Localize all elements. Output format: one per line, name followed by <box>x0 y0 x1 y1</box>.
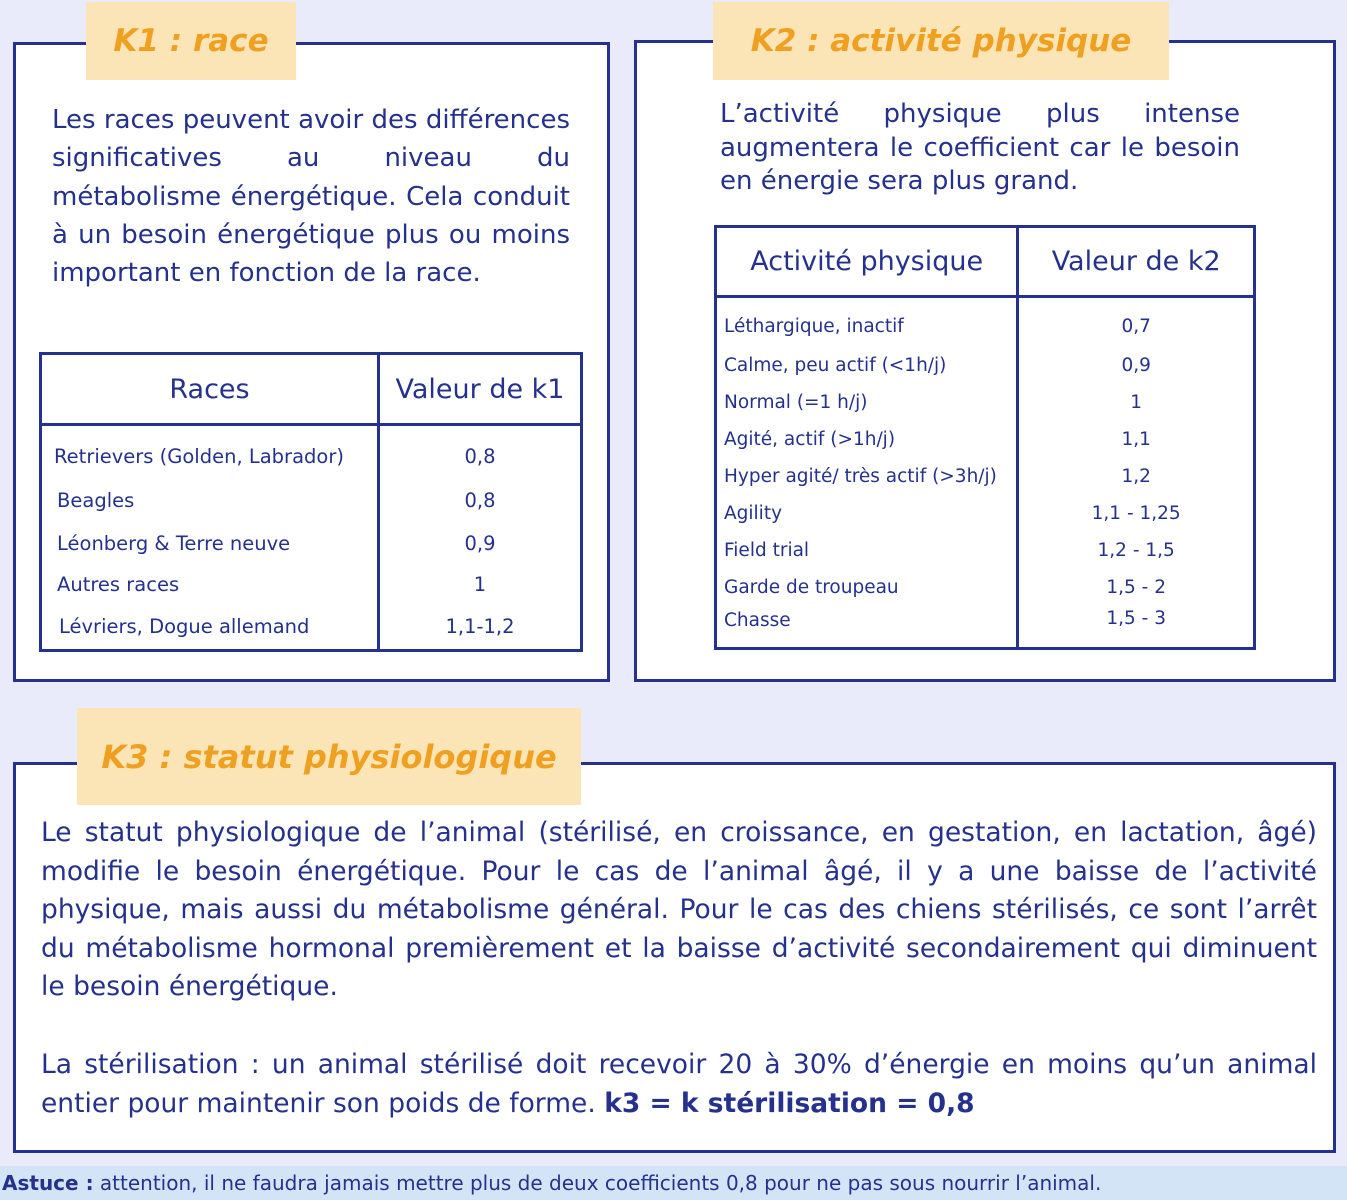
k3-title: K3 : statut physiologique <box>77 708 581 805</box>
table-row <box>41 425 582 479</box>
k2-value-cell: 1,1 - 1,25 <box>1018 495 1255 532</box>
k3-paragraph-2-text: La stérilisation : un animal stérilisé doit recevoir 20 à 30% d’énergie en moins qu’un animal entier pour maintenir son poids de forme. <box>41 1049 1317 1119</box>
k1-header-races: Races <box>41 354 379 425</box>
k2-value-cell: 1,5 - 2 <box>1018 569 1255 606</box>
k2-activity-cell: Calme, peu actif (<1h/j) <box>716 347 1018 384</box>
k1-race-cell: Retrievers (Golden, Labrador) <box>41 425 379 479</box>
k3-paragraph-2 <box>41 1046 1317 1123</box>
k1-description <box>52 101 570 292</box>
table-row <box>41 605 582 651</box>
k2-activity-cell: Normal (=1 h/j) <box>716 384 1018 421</box>
table-row <box>41 479 582 522</box>
k3-paragraph-1 <box>41 814 1317 1007</box>
k2-value-cell: 1,2 - 1,5 <box>1018 532 1255 569</box>
k2-activity-cell: Agility <box>716 495 1018 532</box>
k2-description <box>720 98 1240 199</box>
k2-value-cell: 1,1 <box>1018 421 1255 458</box>
k2-activity-cell: Garde de troupeau <box>716 569 1018 606</box>
k2-table-header-row <box>716 227 1255 297</box>
k3-paragraph-1-text: Le statut physiologique de l’animal (stérilisé, en croissance, en gestation, en lactation, âgé) modifie le besoin énergétique. Pour le cas de l’animal âgé, il y a une baisse de l’activité physique, mais aussi du métabolisme général. Pour le cas des chiens stérilisés, ce sont l’arrêt du métabolisme hormonal premièrement et la baisse d’activité secondairement qui diminuent le besoin énergétique. <box>41 817 1317 1003</box>
k1-race-cell: Léonberg & Terre neuve <box>41 522 379 565</box>
k1-title: K1 : race <box>86 2 296 80</box>
k2-activity-cell: Field trial <box>716 532 1018 569</box>
k2-value-cell: 1,5 - 3 <box>1018 606 1255 649</box>
footer-tip-text: attention, il ne faudra jamais mettre plus de deux coefficients 0,8 pour ne pas sous nourrir l’animal. <box>99 1171 1102 1195</box>
k1-race-cell: Lévriers, Dogue allemand <box>41 605 379 651</box>
k1-race-cell: Beagles <box>41 479 379 522</box>
table-row <box>41 565 582 605</box>
k2-activity-cell: Agité, actif (>1h/j) <box>716 421 1018 458</box>
k2-value-cell: 1 <box>1018 384 1255 421</box>
footer-tip <box>0 1166 1347 1200</box>
table-row <box>716 606 1255 649</box>
k1-table-header-row <box>41 354 582 425</box>
table-row <box>716 532 1255 569</box>
k2-value-cell: 0,7 <box>1018 297 1255 347</box>
k3-formula: k3 = k stérilisation = 0,8 <box>604 1087 975 1119</box>
table-row <box>716 297 1255 347</box>
k1-value-cell: 0,8 <box>379 479 582 522</box>
table-row <box>716 384 1255 421</box>
k1-value-cell: 0,8 <box>379 425 582 479</box>
table-row <box>716 458 1255 495</box>
table-row <box>41 522 582 565</box>
k2-header-value: Valeur de k2 <box>1018 227 1255 297</box>
k2-table <box>714 225 1256 650</box>
k2-activity-cell: Hyper agité/ très actif (>3h/j) <box>716 458 1018 495</box>
k2-activity-cell: Léthargique, inactif <box>716 297 1018 347</box>
k1-race-cell: Autres races <box>41 565 379 605</box>
k2-value-cell: 1,2 <box>1018 458 1255 495</box>
k1-description-text: Les races peuvent avoir des différences significatives au niveau du métabolisme énergétique. Cela conduit à un besoin énergétique plus ou moins important en fonction de la race. <box>52 105 570 289</box>
table-row <box>716 421 1255 458</box>
k1-header-value: Valeur de k1 <box>379 354 582 425</box>
k2-description-text: L’activité physique plus intense augmentera le coefficient car le besoin en énergie sera plus grand. <box>720 99 1240 196</box>
table-row <box>716 495 1255 532</box>
k1-value-cell: 1 <box>379 565 582 605</box>
table-row <box>716 347 1255 384</box>
k1-value-cell: 1,1-1,2 <box>379 605 582 651</box>
footer-tip-label: Astuce : <box>2 1171 94 1195</box>
k1-value-cell: 0,9 <box>379 522 582 565</box>
k2-title: K2 : activité physique <box>713 2 1169 80</box>
k2-header-activity: Activité physique <box>716 227 1018 297</box>
k1-table <box>39 352 583 652</box>
table-row <box>716 569 1255 606</box>
k2-value-cell: 0,9 <box>1018 347 1255 384</box>
k2-activity-cell: Chasse <box>716 606 1018 649</box>
